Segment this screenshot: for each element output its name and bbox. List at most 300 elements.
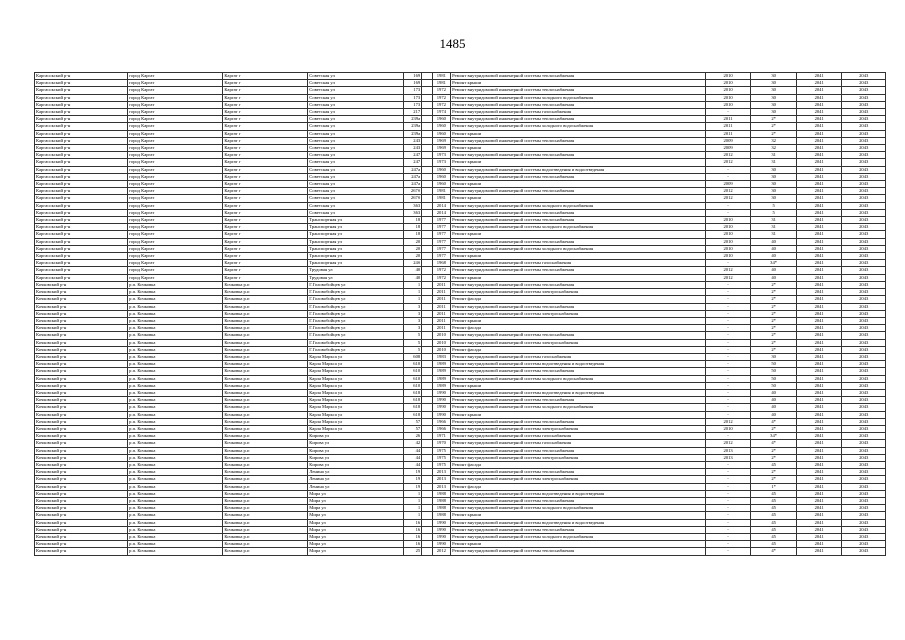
locality-cell: Каргат г: [223, 166, 308, 173]
locality-cell: Кочковка р.п: [223, 512, 308, 519]
locality-cell: Кочковка р.п: [223, 454, 308, 461]
district-cell: Каргасокский р-н: [35, 274, 128, 281]
end-year-cell: 2043: [842, 145, 886, 152]
district-cell: Кочковский р-н: [35, 346, 128, 353]
last-repair-year-cell: 2009: [705, 137, 751, 144]
year-built-cell: 1990: [432, 397, 451, 404]
street-cell: Советская ул: [308, 195, 403, 202]
table-row: [35, 440, 886, 447]
work-type-cell: Ремонт внутридомовой инженерной системы водоотведения и водоотведения: [451, 389, 706, 396]
house-number-cell: 3: [403, 325, 422, 332]
street-cell: Советская ул: [308, 145, 403, 152]
start-year-cell: 2041: [796, 382, 842, 389]
table-row: [35, 231, 886, 238]
house-number-cell: 24б: [403, 260, 422, 267]
street-cell: Советская ул: [308, 137, 403, 144]
last-repair-year-cell: -: [705, 346, 751, 353]
street-cell: Советская ул: [308, 116, 403, 123]
table-row: [35, 238, 886, 245]
street-cell: Мира ул: [308, 490, 403, 497]
building-cell: [422, 94, 432, 101]
street-cell: Мира ул: [308, 497, 403, 504]
settlement-cell: р.п. Кочковка: [128, 303, 223, 310]
work-type-cell: Ремонт крыши: [451, 159, 706, 166]
end-year-cell: 2043: [842, 310, 886, 317]
building-cell: [422, 454, 432, 461]
table-row: [35, 130, 886, 137]
settlement-cell: р.п. Кочковка: [128, 397, 223, 404]
street-cell: Советская ул: [308, 87, 403, 94]
table-row: [35, 418, 886, 425]
settlement-cell: город Каргат: [128, 166, 223, 173]
last-repair-year-cell: 2013: [705, 454, 751, 461]
settlement-cell: город Каргат: [128, 130, 223, 137]
district-cell: Каргасокский р-н: [35, 94, 128, 101]
street-cell: Советская ул: [308, 166, 403, 173]
work-type-cell: Ремонт фасада: [451, 346, 706, 353]
street-cell: Г.Головобойцев ул: [308, 332, 403, 339]
settlement-cell: р.п. Кочковка: [128, 440, 223, 447]
street-cell: Ленина ул: [308, 476, 403, 483]
locality-cell: Каргат г: [223, 130, 308, 137]
district-cell: Кочковский р-н: [35, 548, 128, 555]
last-repair-year-cell: 2010: [705, 217, 751, 224]
settlement-cell: р.п. Кочковка: [128, 368, 223, 375]
settlement-cell: город Каргат: [128, 224, 223, 231]
year-built-cell: 2010: [432, 346, 451, 353]
table-row: [35, 526, 886, 533]
street-cell: Кирова ул: [308, 447, 403, 454]
end-year-cell: 2043: [842, 109, 886, 116]
table-row: [35, 325, 886, 332]
end-year-cell: 2043: [842, 101, 886, 108]
last-repair-year-cell: 2010: [705, 425, 751, 432]
end-year-cell: 2043: [842, 296, 886, 303]
street-cell: Советская ул: [308, 80, 403, 87]
start-year-cell: 2041: [796, 526, 842, 533]
locality-cell: Каргат г: [223, 94, 308, 101]
building-cell: [422, 325, 432, 332]
wear-percent-cell: 40: [751, 238, 797, 245]
end-year-cell: 2043: [842, 303, 886, 310]
house-number-cell: 267б: [403, 188, 422, 195]
last-repair-year-cell: 2011: [705, 130, 751, 137]
wear-percent-cell: 2*: [751, 425, 797, 432]
wear-percent-cell: 30: [751, 188, 797, 195]
start-year-cell: 2041: [796, 346, 842, 353]
district-cell: Кочковский р-н: [35, 317, 128, 324]
street-cell: Ленина ул: [308, 469, 403, 476]
year-built-cell: 1960: [432, 123, 451, 130]
settlement-cell: р.п. Кочковка: [128, 548, 223, 555]
year-built-cell: 2010: [432, 339, 451, 346]
building-cell: [422, 469, 432, 476]
last-repair-year-cell: -: [705, 389, 751, 396]
house-number-cell: 57: [403, 425, 422, 432]
locality-cell: Каргат г: [223, 217, 308, 224]
start-year-cell: 2041: [796, 245, 842, 252]
wear-percent-cell: 40: [751, 274, 797, 281]
start-year-cell: 2041: [796, 296, 842, 303]
district-cell: Кочковский р-н: [35, 368, 128, 375]
year-built-cell: 2014: [432, 209, 451, 216]
wear-percent-cell: 40: [751, 245, 797, 252]
last-repair-year-cell: -: [705, 512, 751, 519]
district-cell: Кочковский р-н: [35, 519, 128, 526]
settlement-cell: город Каргат: [128, 274, 223, 281]
table-row: [35, 476, 886, 483]
building-cell: [422, 173, 432, 180]
start-year-cell: 2041: [796, 534, 842, 541]
table-row: [35, 123, 886, 130]
district-cell: Кочковский р-н: [35, 375, 128, 382]
table-row: [35, 425, 886, 432]
wear-percent-cell: 34*: [751, 433, 797, 440]
year-built-cell: 1988: [432, 497, 451, 504]
house-number-cell: 57: [403, 418, 422, 425]
district-cell: Кочковский р-н: [35, 433, 128, 440]
end-year-cell: 2043: [842, 267, 886, 274]
locality-cell: Кочковка р.п: [223, 548, 308, 555]
table-row: [35, 116, 886, 123]
settlement-cell: город Каргат: [128, 116, 223, 123]
wear-percent-cell: 34*: [751, 260, 797, 267]
building-cell: [422, 188, 432, 195]
house-number-cell: 19: [403, 483, 422, 490]
settlement-cell: р.п. Кочковка: [128, 469, 223, 476]
work-type-cell: Ремонт внутридомовой инженерной системы электроснабжения: [451, 289, 706, 296]
locality-cell: Кочковка р.п: [223, 397, 308, 404]
year-built-cell: 2013: [432, 483, 451, 490]
table-row: [35, 209, 886, 216]
building-cell: [422, 375, 432, 382]
table-row: [35, 447, 886, 454]
house-number-cell: 618: [403, 397, 422, 404]
work-type-cell: Ремонт внутридомовой инженерной системы теплоснабжения: [451, 116, 706, 123]
work-type-cell: Ремонт внутридомовой инженерной системы теплоснабжения: [451, 73, 706, 80]
year-built-cell: 1973: [432, 152, 451, 159]
start-year-cell: 2041: [796, 433, 842, 440]
district-cell: Каргасокский р-н: [35, 166, 128, 173]
wear-percent-cell: 2*: [751, 116, 797, 123]
start-year-cell: 2041: [796, 231, 842, 238]
house-number-cell: 173: [403, 94, 422, 101]
building-cell: [422, 296, 432, 303]
start-year-cell: 2041: [796, 253, 842, 260]
wear-percent-cell: 2*: [751, 339, 797, 346]
start-year-cell: 2041: [796, 152, 842, 159]
district-cell: Кочковский р-н: [35, 447, 128, 454]
start-year-cell: 2041: [796, 137, 842, 144]
table-row: [35, 332, 886, 339]
wear-percent-cell: 2*: [751, 310, 797, 317]
wear-percent-cell: 2*: [751, 332, 797, 339]
last-repair-year-cell: 2010: [705, 238, 751, 245]
settlement-cell: город Каргат: [128, 137, 223, 144]
street-cell: Г.Головобойцев ул: [308, 303, 403, 310]
locality-cell: Кочковка р.п: [223, 346, 308, 353]
locality-cell: Каргат г: [223, 73, 308, 80]
wear-percent-cell: 50: [751, 368, 797, 375]
street-cell: Транспортная ул: [308, 217, 403, 224]
last-repair-year-cell: -: [705, 289, 751, 296]
work-type-cell: Ремонт крыши: [451, 382, 706, 389]
last-repair-year-cell: -: [705, 375, 751, 382]
last-repair-year-cell: 2010: [705, 224, 751, 231]
district-cell: Кочковский р-н: [35, 382, 128, 389]
wear-percent-cell: 2*: [751, 317, 797, 324]
year-built-cell: 2010: [432, 332, 451, 339]
table-row: [35, 303, 886, 310]
end-year-cell: 2043: [842, 433, 886, 440]
settlement-cell: р.п. Кочковка: [128, 296, 223, 303]
locality-cell: Кочковка р.п: [223, 389, 308, 396]
end-year-cell: 2043: [842, 440, 886, 447]
locality-cell: Кочковка р.п: [223, 469, 308, 476]
work-type-cell: Ремонт внутридомовой инженерной системы холодного водоснабжения: [451, 534, 706, 541]
table-row: [35, 289, 886, 296]
wear-percent-cell: 2*: [751, 476, 797, 483]
work-type-cell: Ремонт внутридомовой инженерной системы теплоснабжения: [451, 267, 706, 274]
start-year-cell: 2041: [796, 361, 842, 368]
locality-cell: Кочковка р.п: [223, 368, 308, 375]
locality-cell: Кочковка р.п: [223, 519, 308, 526]
settlement-cell: р.п. Кочковка: [128, 289, 223, 296]
table-row: [35, 217, 886, 224]
street-cell: Ленина ул: [308, 483, 403, 490]
last-repair-year-cell: 2010: [705, 80, 751, 87]
locality-cell: Кочковка р.п: [223, 325, 308, 332]
district-cell: Каргасокский р-н: [35, 195, 128, 202]
table-row: [35, 296, 886, 303]
street-cell: Г.Головобойцев ул: [308, 281, 403, 288]
year-built-cell: 2013: [432, 476, 451, 483]
locality-cell: Каргат г: [223, 260, 308, 267]
work-type-cell: Ремонт внутридомовой инженерной системы водоотведения и водоотведения: [451, 361, 706, 368]
house-number-cell: 610: [403, 382, 422, 389]
work-type-cell: Ремонт фасада: [451, 483, 706, 490]
wear-percent-cell: 1*: [751, 483, 797, 490]
wear-percent-cell: 2*: [751, 346, 797, 353]
table-row: [35, 404, 886, 411]
work-type-cell: Ремонт крыши: [451, 274, 706, 281]
work-type-cell: Ремонт крыши: [451, 145, 706, 152]
house-number-cell: 169: [403, 80, 422, 87]
table-row: [35, 310, 886, 317]
street-cell: Транспортная ул: [308, 260, 403, 267]
settlement-cell: р.п. Кочковка: [128, 310, 223, 317]
wear-percent-cell: 45: [751, 526, 797, 533]
start-year-cell: 2041: [796, 94, 842, 101]
year-built-cell: 1989: [432, 375, 451, 382]
street-cell: Транспортная ул: [308, 253, 403, 260]
work-type-cell: Ремонт внутридомовой инженерной системы теплоснабжения: [451, 137, 706, 144]
start-year-cell: 2041: [796, 353, 842, 360]
district-cell: Каргасокский р-н: [35, 123, 128, 130]
table-row: [35, 483, 886, 490]
start-year-cell: 2041: [796, 339, 842, 346]
last-repair-year-cell: -: [705, 476, 751, 483]
work-type-cell: Ремонт внутридомовой инженерной системы теплоснабжения: [451, 447, 706, 454]
wear-percent-cell: 45: [751, 534, 797, 541]
wear-percent-cell: 5: [751, 209, 797, 216]
building-cell: [422, 73, 432, 80]
last-repair-year-cell: -: [705, 166, 751, 173]
building-cell: [422, 368, 432, 375]
end-year-cell: 2043: [842, 159, 886, 166]
end-year-cell: 2043: [842, 209, 886, 216]
year-built-cell: 2014: [432, 202, 451, 209]
year-built-cell: 1977: [432, 231, 451, 238]
start-year-cell: 2041: [796, 368, 842, 375]
year-built-cell: 2013: [432, 469, 451, 476]
work-type-cell: Ремонт внутридомовой инженерной системы газоснабжения: [451, 433, 706, 440]
wear-percent-cell: 30: [751, 173, 797, 180]
settlement-cell: город Каргат: [128, 195, 223, 202]
building-cell: [422, 339, 432, 346]
start-year-cell: 2041: [796, 195, 842, 202]
settlement-cell: город Каргат: [128, 109, 223, 116]
wear-percent-cell: 2*: [751, 281, 797, 288]
work-type-cell: Ремонт внутридомовой инженерной системы электроснабжения: [451, 476, 706, 483]
settlement-cell: р.п. Кочковка: [128, 339, 223, 346]
house-number-cell: 173: [403, 87, 422, 94]
last-repair-year-cell: -: [705, 397, 751, 404]
building-cell: [422, 267, 432, 274]
house-number-cell: 610: [403, 361, 422, 368]
start-year-cell: 2041: [796, 505, 842, 512]
table-row: [35, 166, 886, 173]
page-number: 1485: [439, 36, 466, 51]
building-cell: [422, 109, 432, 116]
locality-cell: Кочковка р.п: [223, 339, 308, 346]
table-row: [35, 173, 886, 180]
locality-cell: Каргат г: [223, 145, 308, 152]
work-type-cell: Ремонт крыши: [451, 181, 706, 188]
last-repair-year-cell: -: [705, 382, 751, 389]
settlement-cell: р.п. Кочковка: [128, 389, 223, 396]
district-cell: Кочковский р-н: [35, 425, 128, 432]
building-cell: [422, 209, 432, 216]
district-cell: Каргасокский р-н: [35, 202, 128, 209]
district-cell: Кочковский р-н: [35, 296, 128, 303]
building-cell: [422, 116, 432, 123]
end-year-cell: 2043: [842, 332, 886, 339]
wear-percent-cell: 45: [751, 497, 797, 504]
street-cell: Карла Маркса ул: [308, 418, 403, 425]
end-year-cell: 2043: [842, 152, 886, 159]
last-repair-year-cell: -: [705, 541, 751, 548]
house-number-cell: 25: [403, 548, 422, 555]
street-cell: Карла Маркса ул: [308, 404, 403, 411]
year-built-cell: 1983: [432, 353, 451, 360]
settlement-cell: р.п. Кочковка: [128, 332, 223, 339]
house-number-cell: 247а: [403, 181, 422, 188]
building-cell: [422, 181, 432, 188]
settlement-cell: город Каргат: [128, 73, 223, 80]
year-built-cell: 1972: [432, 267, 451, 274]
last-repair-year-cell: 2010: [705, 94, 751, 101]
street-cell: Мира ул: [308, 548, 403, 555]
district-cell: Каргасокский р-н: [35, 109, 128, 116]
district-cell: Каргасокский р-н: [35, 181, 128, 188]
house-number-cell: 610: [403, 368, 422, 375]
end-year-cell: 2043: [842, 289, 886, 296]
house-number-cell: 247а: [403, 173, 422, 180]
table-row: [35, 389, 886, 396]
table-body: [35, 73, 886, 556]
street-cell: Мира ул: [308, 512, 403, 519]
street-cell: Советская ул: [308, 109, 403, 116]
end-year-cell: 2043: [842, 497, 886, 504]
district-cell: Кочковский р-н: [35, 454, 128, 461]
building-cell: [422, 346, 432, 353]
locality-cell: Каргат г: [223, 238, 308, 245]
year-built-cell: 1988: [432, 505, 451, 512]
house-number-cell: 217: [403, 109, 422, 116]
year-built-cell: 1990: [432, 411, 451, 418]
building-cell: [422, 476, 432, 483]
building-cell: [422, 526, 432, 533]
year-built-cell: 1960: [432, 130, 451, 137]
work-type-cell: Ремонт внутридомовой инженерной системы холодного водоснабжения: [451, 375, 706, 382]
work-type-cell: Ремонт внутридомовой инженерной системы холодного водоснабжения: [451, 224, 706, 231]
settlement-cell: р.п. Кочковка: [128, 476, 223, 483]
year-built-cell: 1977: [432, 238, 451, 245]
year-built-cell: 1972: [432, 101, 451, 108]
building-cell: [422, 425, 432, 432]
settlement-cell: р.п. Кочковка: [128, 461, 223, 468]
locality-cell: Каргат г: [223, 173, 308, 180]
work-type-cell: Ремонт внутридомовой инженерной системы холодного водоснабжения: [451, 245, 706, 252]
settlement-cell: город Каргат: [128, 80, 223, 87]
start-year-cell: 2041: [796, 166, 842, 173]
district-cell: Каргасокский р-н: [35, 260, 128, 267]
settlement-cell: р.п. Кочковка: [128, 483, 223, 490]
wear-percent-cell: 45: [751, 461, 797, 468]
street-cell: Г.Головобойцев ул: [308, 289, 403, 296]
last-repair-year-cell: 2012: [705, 267, 751, 274]
end-year-cell: 2043: [842, 526, 886, 533]
district-cell: Каргасокский р-н: [35, 80, 128, 87]
settlement-cell: город Каргат: [128, 231, 223, 238]
house-number-cell: 243: [403, 137, 422, 144]
locality-cell: Каргат г: [223, 116, 308, 123]
table-row: [35, 505, 886, 512]
building-cell: [422, 548, 432, 555]
table-row: [35, 461, 886, 468]
last-repair-year-cell: -: [705, 519, 751, 526]
building-cell: [422, 289, 432, 296]
work-type-cell: Ремонт внутридомовой инженерной системы теплоснабжения: [451, 497, 706, 504]
work-type-cell: Ремонт внутридомовой инженерной системы холодного водоснабжения: [451, 505, 706, 512]
end-year-cell: 2043: [842, 116, 886, 123]
start-year-cell: 2041: [796, 116, 842, 123]
end-year-cell: 2043: [842, 217, 886, 224]
end-year-cell: 2043: [842, 447, 886, 454]
street-cell: Советская ул: [308, 101, 403, 108]
locality-cell: Каргат г: [223, 274, 308, 281]
wear-percent-cell: 40: [751, 267, 797, 274]
start-year-cell: 2041: [796, 411, 842, 418]
start-year-cell: 2041: [796, 123, 842, 130]
end-year-cell: 2043: [842, 94, 886, 101]
start-year-cell: 2041: [796, 188, 842, 195]
building-cell: [422, 87, 432, 94]
work-type-cell: Ремонт внутридомовой инженерной системы теплоснабжения: [451, 548, 706, 555]
building-cell: [422, 361, 432, 368]
start-year-cell: 2041: [796, 483, 842, 490]
